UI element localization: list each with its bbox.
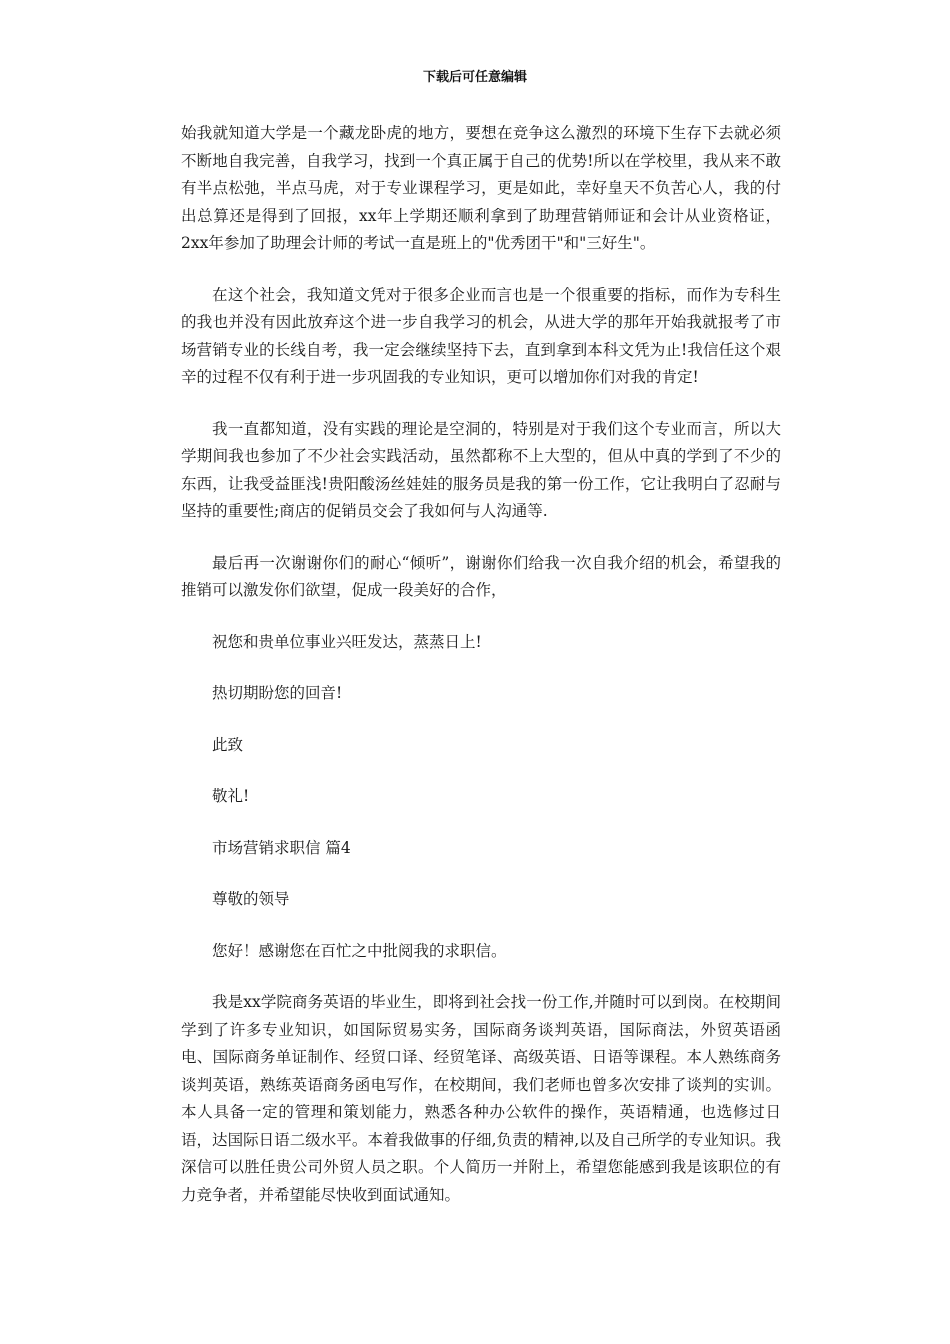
closing-hope: 热切期盼您的回音! — [212, 684, 343, 702]
paragraph-continuation: 始我就知道大学是一个藏龙卧虎的地方，要想在竞争这么激烈的环境下生存下去就必须不断地自我完善，自我学习，找到一个真正属于自己的优势!所以在学校里，我从来不敢有半点松弛，半点马虎，对于专业课程学习，更是如此，幸好皇天不负苦心人，我的付出总算还是得到了回报，xx年上学期还顺利拿到了助理营销师证和会计从业资格证，2xx年参加了助理会计师的考试一直是班上的"优秀团干"和"三好生"。 — [181, 124, 781, 252]
closing-jingli: 敬礼! — [212, 787, 250, 805]
greeting: 您好！感谢您在百忙之中批阅我的求职信。 — [212, 941, 507, 960]
paragraph-practice: 我一直都知道，没有实践的理论是空洞的，特别是对于我们这个专业而言，所以大学期间我也参加了不少社会实践活动，虽然都称不上大型的，但从中真的学到了不少的东西，让我受益匪浅!贵阳酸汤丝娃娃的服务员是我的第一份工作，它让我明白了忍耐与坚持的重要性;商店的促销员交会了我如何与人沟通等. — [181, 419, 781, 520]
closing-wish: 祝您和贵单位事业兴旺发达，蒸蒸日上! — [212, 632, 482, 651]
paragraph-introduction: 我是xx学院商务英语的毕业生，即将到社会找一份工作,并随时可以到岗。在校期间学到了许多专业知识，如国际贸易实务，国际商务谈判英语，国际商法，外贸英语函电、国际商务单证制作、经贸口译、经贸笔译、高级英语、日语等课程。本人熟练商务谈判英语，熟练英语商务函电写作，在校期间，我们老师也曾多次安排了谈判的实训。本人具备一定的管理和策划能力，熟悉各种办公软件的操作，英语精通，也选修过日语，达国际日语二级水平。本着我做事的仔细,负责的精神,以及自己所学的专业知识。我深信可以胜任贵公司外贸人员之职。个人简历一并附上，希望您能感到我是该职位的有力竞争者，并希望能尽快收到面试通知。 — [181, 993, 781, 1204]
section-title: 市场营销求职信 篇4 — [212, 838, 351, 857]
download-note: 下载后可任意编辑 — [422, 70, 527, 85]
paragraph-thanks: 最后再一次谢谢你们的耐心“倾听”，谢谢你们给我一次自我介绍的机会，希望我的推销可以激发你们欲望，促成一段美好的合作， — [181, 553, 781, 599]
salutation: 尊敬的领导 — [212, 890, 290, 908]
paragraph-diploma: 在这个社会，我知道文凭对于很多企业而言也是一个很重要的指标，而作为专科生的我也并没有因此放弃这个进一步自我学习的机会，从进大学的那年开始我就报考了市场营销专业的长线自考，我一定会继续坚持下去，直到拿到本科文凭为止!我信任这个艰辛的过程不仅有利于进一步巩固我的专业知识，更可以增加你们对我的肯定! — [181, 285, 781, 386]
document-body — [181, 120, 781, 1233]
closing-cizhi: 此致 — [212, 735, 244, 754]
